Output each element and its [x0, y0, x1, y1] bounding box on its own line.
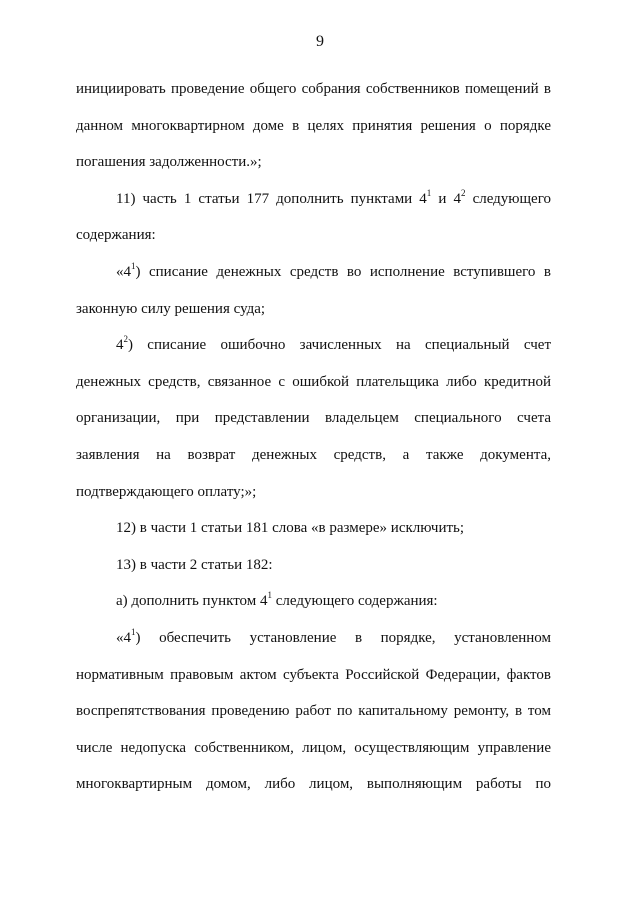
text-line: «$4^1$) списание денежных средств во исполнение вступившего в: [116, 260, 551, 280]
text-line: а) дополнить пунктом $4^1$ следующего содержания:: [116, 590, 438, 610]
text-line: инициировать проведение общего собрания собственников помещений в: [76, 81, 551, 97]
text-line: законную силу решения суда;: [76, 300, 266, 317]
text-line: многоквартирным домом, либо лицом, выполняющим работы по: [76, 776, 551, 793]
text-line: 12) в части 1 статьи 181 слова «в размере» исключить;: [116, 520, 465, 537]
text-line: погашения задолженности.»;: [76, 154, 262, 171]
text-line: воспрепятствования проведению работ по капитальному ремонту, в том: [76, 703, 551, 720]
text-line: подтверждающего оплату;»;: [76, 483, 257, 500]
text-line: нормативным правовым актом субъекта Российской Федерации, фактов: [76, 666, 551, 683]
text-line: данном многоквартирном доме в целях принятия решения о порядке: [76, 117, 551, 134]
text-line: 11) часть 1 статьи 177 дополнить пунктами $4^1$ и $4^2$ следующего: [116, 187, 551, 207]
text-line: организации, при представлении владельцем специального счета: [76, 410, 551, 427]
text-line: содержания:: [76, 227, 156, 244]
text-line: заявления на возврат денежных средств, а также документа,: [76, 446, 551, 463]
text-line: «$4^1$) обеспечить установление в порядке, установленном: [116, 626, 551, 646]
page-number: 9: [316, 33, 324, 50]
text-line: 13) в части 2 статьи 182:: [116, 556, 273, 573]
document-body: [76, 71, 551, 803]
text-line: числе недопуска собственником, лицом, осуществляющим управление: [76, 739, 551, 756]
text-line: $4^2$) списание ошибочно зачисленных на специальный счет: [116, 334, 551, 354]
text-line: денежных средств, связанное с ошибкой плательщика либо кредитной: [76, 373, 551, 390]
